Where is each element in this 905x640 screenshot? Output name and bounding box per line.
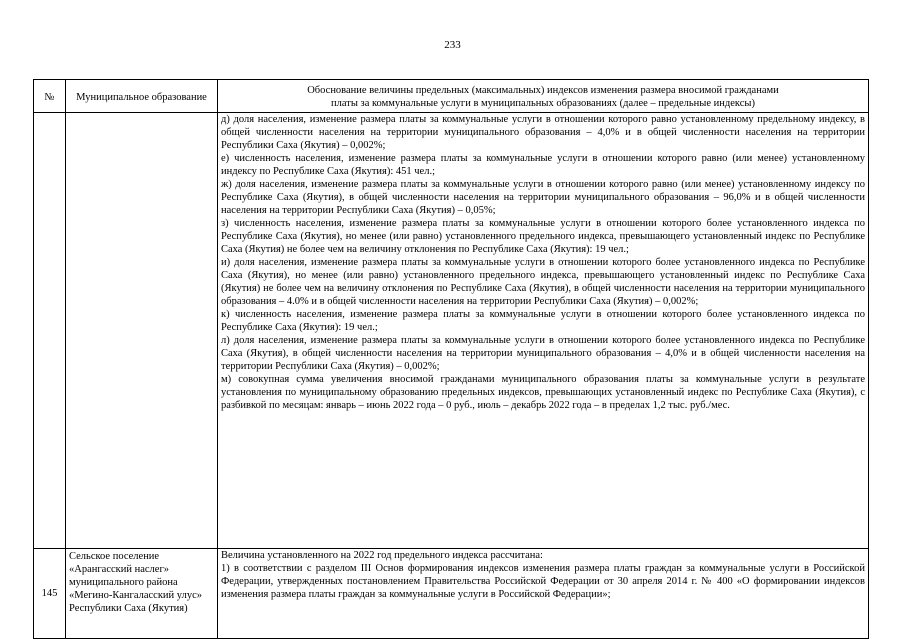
cell-number: 145 [34,549,66,639]
paragraph-i: и) доля населения, изменение размера платы за коммунальные услуги в отношении которого более установленного индекса по Республике Саха (Якутия), но менее (или равно) установленного предельного индекса, превышающего установленный индекс по Республике Саха (Якутия) не более чем на величину отклонения по Республике Саха (Якутия), в общей численности населения на территории муниципального образования – 4.0% и в общей численности населения на территории Республики Саха (Якутия) – 0,002%; [221,257,865,307]
page-number: 233 [444,39,461,51]
paragraph-1: 1) в соответствии с разделом III Основ формирования индексов изменения размера платы граждан за коммунальные услуги в Российской Федерации, утвержденных постановлением Правительства Российской Федерации от 30 апреля 2014 г. № 400 «О формировании индексов изменения размера платы граждан за коммунальные услуги в Российской Федерации»; [221,563,865,600]
cell-municipality: Сельское поселение «Арангасский наслег» муниципального района «Мегино-Кангаласский улус» Республики Саха (Якутия) [66,549,218,639]
header-justification-line2: платы за коммунальные услуги в муниципальных образованиях (далее – предельные индексы) [331,98,755,109]
paragraph-l: л) доля населения, изменение размера платы за коммунальные услуги в отношении которого более установленного индекса по Республике Саха (Якутия), в общей численности населения на территории муниципального образования – 4,0% и в общей численности населения на территории Республики Саха (Якутия) – 0,002%; [221,335,865,372]
paragraph-d: д) доля населения, изменение размера платы за коммунальные услуги в отношении которого равно установленному предельному индексу, в общей численности населения на территории муниципального образования – 4,0% и в общей численности населения на территории Республики Саха (Якутия) – 0,002%; [221,114,865,151]
paragraph-zh: ж) доля населения, изменение размера платы за коммунальные услуги в отношении которого равно (или менее) установленному индексу по Республике Саха (Якутия), в общей численности населения на территории муниципального образования – 96,0% и в общей численности населения на территории Республики Саха (Якутия) – 0,05%; [221,179,865,216]
cell-number [34,113,66,549]
paragraph-e: е) численность населения, изменение размера платы за коммунальные услуги в отношении которого равно (или менее) установленному индексу по Республике Саха (Якутия): 451 чел.; [221,153,865,177]
table-header-row [34,80,869,113]
header-municipality: Муниципальное образование [66,80,218,113]
paragraph-m: м) совокупная сумма увеличения вносимой гражданами муниципального образования платы за коммунальные услуги в результате установления по муниципальному образованию предельных индексов, превышающих установленный индекс по Республике Саха (Якутия), с разбивкой по месяцам: январь – июнь 2022 года – 0 руб., июль – декабрь 2022 года – в пределах 1,2 тыс. руб./мес. [221,374,865,411]
table-row-continuation [34,113,869,549]
indices-table [33,79,869,639]
header-justification-line1: Обоснование величины предельных (максимальных) индексов изменения размера вносимой гражданами [307,85,779,96]
cell-municipality [66,113,218,549]
paragraph-z: з) численность населения, изменение размера платы за коммунальные услуги в отношении которого более установленного индекса по Республике Саха (Якутия), но менее (или равно) установленного предельного индекса, превышающего установленный индекс по Республике Саха (Якутия) не более чем на величину отклонения по Республике Саха (Якутия): 19 чел.; [221,218,865,255]
table-row-145 [34,549,869,639]
header-number: № [34,80,66,113]
header-justification [218,80,869,113]
paragraph-intro: Величина установленного на 2022 год предельного индекса рассчитана: [221,550,543,561]
paragraph-k: к) численность населения, изменение размера платы за коммунальные услуги в отношении которого более установленного индекса по Республике Саха (Якутия): 19 чел.; [221,309,865,333]
cell-justification [218,549,869,639]
cell-justification [218,113,869,549]
